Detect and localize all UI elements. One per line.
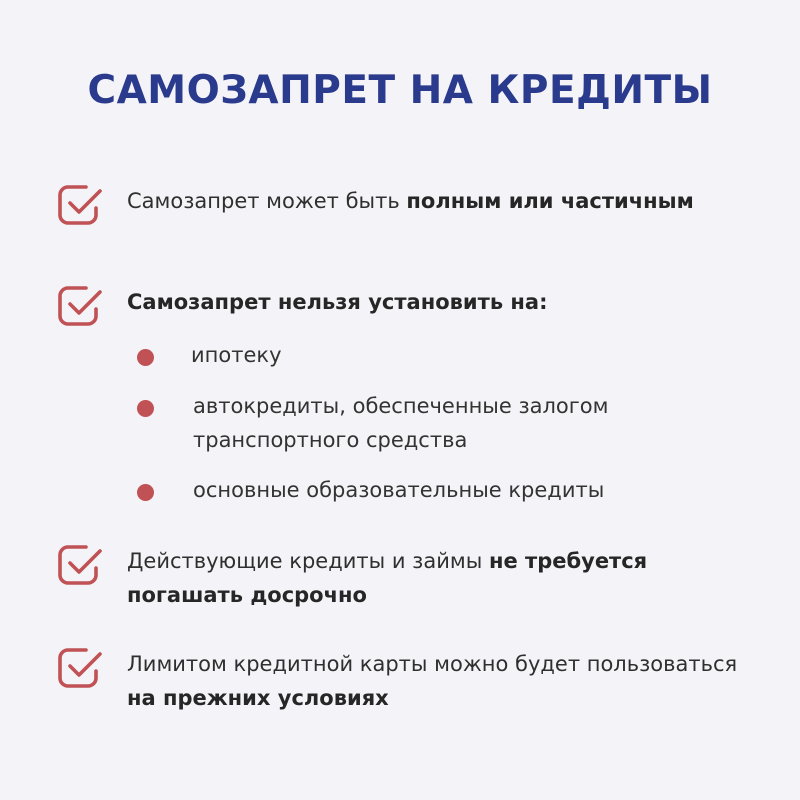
item-text-regular: Лимитом кредитной карты можно будет пользоваться xyxy=(127,652,738,676)
item-text-bold: Самозапрет нельзя установить на: xyxy=(127,290,548,314)
bullet-dot xyxy=(137,400,154,417)
checkbox-check-icon xyxy=(56,541,104,589)
sub-item-text: автокредиты, обеспеченные залогом транспортного средства xyxy=(193,394,609,452)
item-text-regular: Действующие кредиты и займы xyxy=(127,549,489,573)
sub-list-item xyxy=(137,389,737,459)
item-text-bold: полным или частичным xyxy=(406,189,694,213)
sub-item-text: ипотеку xyxy=(191,343,282,367)
page-title: САМОЗАПРЕТ НА КРЕДИТЫ xyxy=(87,68,713,113)
bullet-dot xyxy=(137,484,154,501)
item-text xyxy=(127,184,767,218)
item-text-bold: на прежних условиях xyxy=(127,686,389,710)
checkbox-check-icon xyxy=(56,282,104,330)
list-item xyxy=(56,181,756,261)
item-text xyxy=(127,544,767,612)
list-item xyxy=(56,644,756,724)
list-item xyxy=(56,282,756,332)
item-text-regular: Самозапрет может быть xyxy=(127,189,407,213)
item-text-bold: не требуется погашать досрочно xyxy=(127,549,648,607)
list-item xyxy=(56,541,756,621)
checkbox-check-icon xyxy=(56,181,104,229)
item-text xyxy=(127,647,767,715)
bullet-dot xyxy=(137,349,154,366)
checkbox-check-icon xyxy=(56,644,104,692)
sub-list-item xyxy=(137,473,737,509)
sub-list-item xyxy=(137,338,737,374)
item-text xyxy=(127,285,767,319)
sub-item-text: основные образовательные кредиты xyxy=(193,478,605,502)
